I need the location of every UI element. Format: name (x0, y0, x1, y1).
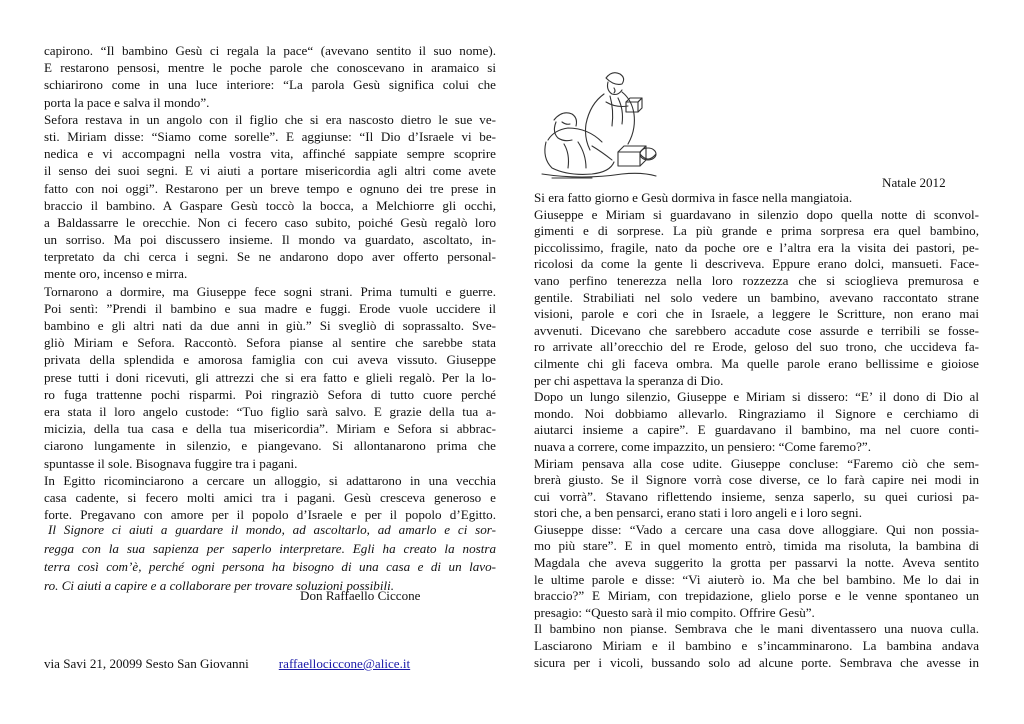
text-line: stori che, a ben pensarci, erano stati i loro angeli e i loro segni. (534, 505, 862, 521)
text-line: aiutarci insieme a capire”. E guardavano il bambino, ma nel cuore conti- (534, 422, 979, 438)
prayer-line: regga con la sua sapienza per saperlo interpretare. Egli ha creato la nostra (44, 540, 496, 556)
text-line: Magdala che aveva suggerito la grotta per passarvi la notte. Aveva sentito (534, 555, 979, 571)
text-line: mo più stare”. E in quel momento entrò, timida ma risoluta, la bambina di (534, 538, 979, 554)
text-line: gentile. Strabiliati nel solo vedere un bambino, avevano raccontato strane (534, 289, 979, 305)
text-line: ro fuga trattenne pochi risparmi. Poi ringraziò Sefora di tutto cuore perché (44, 386, 496, 402)
text-line: Tornarono a dormire, ma Giuseppe fece sogni strani. Prima tumulti e guerre. (44, 283, 496, 299)
text-line: Si era fatto giorno e Gesù dormiva in fasce nella mangiatoia. (534, 190, 853, 205)
date-label: Natale 2012 (882, 175, 946, 190)
closing-prayer (44, 521, 496, 595)
text-line: micizia, della tua casa e della tua misericordia”. Miriam e Sefora si abbrac- (44, 421, 496, 437)
text-line: brerà giusto. Se il Signore vorrà cose diverse, ce lo farà capire nei modi in (534, 472, 979, 488)
text-line: sicura per i vicoli, bussando solo ad alcune porte. Sembrava che avesse in (534, 654, 979, 670)
signature: Don Raffaello Ciccone (300, 588, 421, 603)
text-line: nuava a correre, come impazzito, un pensiero: “Come faremo?”. (534, 438, 872, 454)
text-line: braccio?” E Miriam, con trepidazione, glielo porse e le venne spontaneo un (534, 588, 979, 604)
text-line: gliò Miriam e Sefora. Raccontò. Sefora pianse al sentire che sarebbe stata (44, 335, 496, 351)
text-line: mondo. Noi dobbiamo allevarlo. Ringraziamo il Signore e cerchiamo di (534, 405, 979, 421)
text-line: cui vorrà”. Stavano riflettendo insieme, senza saperlo, su quei curiosi pa- (534, 488, 979, 504)
text-line: E restarono pensosi, mentre le poche parole che conoscevano in aramaico si (44, 60, 496, 76)
text-line: era stata il loro angelo custode: “Tuo figlio sarà salvo. E grazie della tua a- (44, 403, 496, 419)
text-line: mente oro, incenso e mirra. (44, 266, 188, 282)
text-line: Dopo un lungo silenzio, Giuseppe e Miriam si dissero: “E’ il dono di Dio al (534, 389, 979, 405)
text-line: a Baldassarre le orecchie. Non ci fecero caso subito, poiché Gesù regalò loro (44, 214, 496, 230)
text-line: un sorriso. Ma poi discussero insieme. Il mondo va guardato, ascoltato, in- (44, 232, 496, 248)
text-line: Miriam pensava alla cose udite. Giuseppe concluse: “Faremo ciò che sem- (534, 455, 979, 471)
text-line: braccio il bambino. A Gaspare Gesù toccò la bocca, a Melchiorre gli occhi, (44, 197, 496, 213)
text-line: presagio: “Questo sarà il mio compito. Offrire Gesù”. (534, 604, 815, 620)
text-line: ricolosi da come la gente li descriveva. Eppure erano dolci, mansueti. Face- (534, 256, 979, 272)
text-line: bambino e gli altri nati da due anni in giù.” Si svegliò di soprassalto. Sve- (44, 318, 496, 333)
text-line: le ultime parole e disse: “Vi aiuterò io. Ma che bel bambino. Me lo dai in (534, 571, 979, 587)
text-line: schiarirono come in una luce interiore: “La parola Gesù significa colui che (44, 77, 496, 93)
text-line: ciarono lungamente in silenzio, e piangevano. Si allontanarono prima che (44, 438, 496, 454)
magi-adoration-icon (534, 58, 662, 182)
text-line: cilmente chi gli faceva ombra. Ma quelle parole erano bellissime e gioiose (534, 355, 979, 371)
text-line: casa cadente, si fecero molti amici tra i pagani. Gesù cresceva generoso e (44, 489, 496, 505)
prayer-line: terra così com’è, perché ogni persona ha bisogno di una casa e di un lavo- (44, 559, 496, 574)
text-line: In Egitto ricominciarono a cercare un alloggio, si adattarono in una vecchia (44, 472, 496, 488)
prayer-line: Il Signore ci aiuti a guardare il mondo, ad ascoltarlo, ad amarlo e ci sor- (48, 522, 496, 537)
text-line: vano perfino tenerezza nella loro rozzezza che si scioglieva premurosa e (534, 272, 979, 288)
text-line: nedica e vi accompagni nella vostra vita, affinché sappiate sempre scoprire (44, 146, 496, 162)
text-line: fatto con noi oggi”. Restarono per un breve tempo e ognuno dei tre prese in (44, 180, 496, 196)
text-line: Il bambino non pianse. Sembrava che le mani diventassero una nuova culla. (534, 621, 979, 637)
email-link[interactable]: raffaellociccone@alice.it (278, 656, 411, 671)
text-line: il senso dei suoi segni. E vi aiuti a portare misericordia agli altri come avete (44, 163, 496, 179)
text-line: ro arrivate all’orecchio del re Erode, geloso del suo trono, che uccideva fa- (534, 339, 979, 355)
text-line: forte. Pregavano con amore per il popolo d’Israele e per il popolo d’Egitto. (44, 507, 496, 523)
text-line: per chi aspettava la speranza di Dio. (534, 372, 724, 388)
prayer-line: ro. Ci aiuti a capire e a collaborare per trovare soluzioni possibili. (44, 577, 395, 593)
text-line: prese tutti i doni ricevuti, gli attrezzi che si era fatto e glieli regalò. Per la lo- (44, 369, 496, 385)
text-line: spuntasse il sole. Bisognava fuggire tra i pagani. (44, 455, 298, 471)
text-line: piccolissimo, fragile, nato da poche ore e l’altra era la visita dei pastori, pe- (534, 239, 979, 255)
text-line: Giuseppe disse: “Vado a cercare una casa dove alloggiare. Qui non possia- (534, 521, 979, 537)
text-line: Giuseppe e Miriam si guardavano in silenzio dopo quella notte di sconvol- (534, 206, 979, 222)
postal-address: via Savi 21, 20099 Sesto San Giovanni (44, 656, 249, 671)
footer-contact (44, 656, 410, 672)
text-line: sti. Miriam disse: “Siamo come sorelle”. E aggiunse: “Il Dio d’Israele vi be- (44, 128, 496, 144)
text-line: Sefora restava in un angolo con il figlio che si era nascosto dietro le sue ve- (44, 111, 496, 127)
text-line: visioni, parole e cori che in Israele, a leggere le Scritture, non erano mai (534, 306, 979, 322)
text-line: terpretato da chi cerca i segni. Se ne andarono dopo aver offerto personal- (44, 249, 496, 265)
right-column (534, 190, 979, 671)
text-line: Lasciarono Miriam e il bambino e s’incamminarono. La bambina andava (534, 638, 979, 654)
text-line: gimenti e di sorprese. La più grande e prima sorpresa era quel bambino, (534, 223, 979, 239)
text-line: porta la pace e salva il mondo”. (44, 94, 210, 110)
text-line: Poi sentì: ”Prendi il bambino e sua madre e fuggi. Erode vuole uccidere il (44, 300, 496, 316)
text-line: capirono. “Il bambino Gesù ci regala la pace“ (avevano sentito il suo nome). (44, 43, 496, 58)
text-line: privata della splendida e amorosa famiglia con cui aveva vissuto. Giuseppe (44, 352, 496, 368)
text-line: avvenuti. Dicevano che sarebbero accadute cose assurde e terribili se fosse- (534, 322, 979, 338)
left-column (44, 42, 496, 523)
